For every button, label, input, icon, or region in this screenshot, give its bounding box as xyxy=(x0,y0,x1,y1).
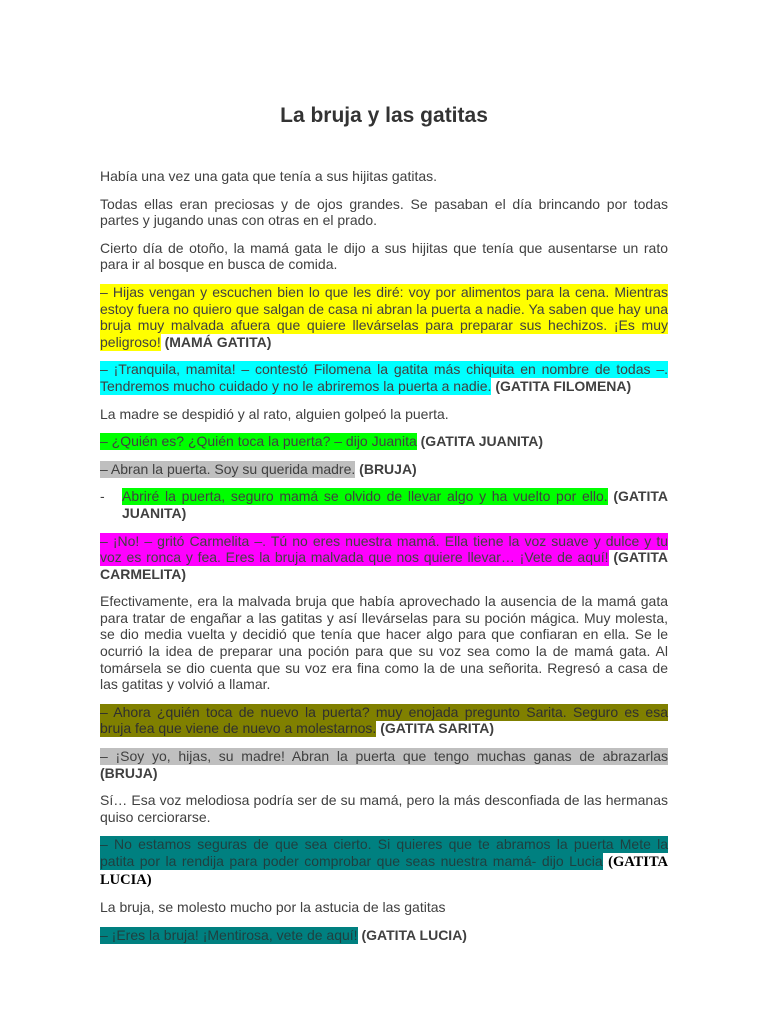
highlighted-text: – ¡Tranquila, mamita! – contestó Filomena la gatita más chiquita en nombre de todas –. Tendremos mucho cuidado y no le abriremos la puerta a nadie. xyxy=(100,361,668,394)
speaker-tag: (GATITA JUANITA) xyxy=(122,488,668,521)
speaker-tag: (GATITA FILOMENA) xyxy=(495,377,632,394)
dialogue-filomena xyxy=(100,361,668,394)
list-bullet: - xyxy=(100,488,105,505)
highlighted-text: – ¡No! – gritó Carmelita –. Tú no eres nuestra mamá. Ella tiene la voz suave y dulce y tu voz es ronca y fea. Eres la bruja malvada que nos quiere llevar… ¡Vete de aquí! xyxy=(100,532,668,566)
paragraph-5: Efectivamente, era la malvada bruja que había aprovechado la ausencia de la mamá gata para tratar de engañar a las gatitas y así llevárselas para su poción mágica. Muy molesta, se dio media vuelta y decidió que tenía que hacer algo para que confiaran en ella. Se le ocurrió la idea de preparar una poción para que su voz sea como la de mamá gata. Al tomársela se dio cuenta que su voz era fina como la de una señorita. Regresó a casa de las gatitas y volvió a llamar. xyxy=(100,593,668,693)
dialogue-carmelita xyxy=(100,533,668,583)
speaker-tag: (BRUJA) xyxy=(100,764,158,781)
speaker-tag: (GATITA LUCIA) xyxy=(100,854,669,888)
document-title: La bruja y las gatitas xyxy=(280,104,488,127)
paragraph-2: Todas ellas eran preciosas y de ojos grandes. Se pasaban el día brincando por todas partes y jugando unas con otras en el prado. xyxy=(100,195,668,229)
paragraph-3: Cierto día de otoño, la mamá gata le dijo a sus hijitas que tenía que ausentarse un rato para ir al bosque en busca de comida. xyxy=(100,239,668,273)
dialogue-lucia-1 xyxy=(100,836,668,888)
speaker-tag: (GATITA LUCIA) xyxy=(361,926,467,943)
paragraph-7: La bruja, se molesto mucho por la astucia de las gatitas xyxy=(100,899,446,916)
paragraph-1: Había una vez una gata que tenía a sus hijitas gatitas. xyxy=(100,168,438,184)
dialogue-bruja-1 xyxy=(100,461,668,478)
highlighted-text: – ¿Quién es? ¿Quién toca la puerta? – dijo Juanita xyxy=(100,433,417,450)
dialogue-sarita xyxy=(100,704,668,737)
highlighted-text: – ¡Eres la bruja! ¡Mentirosa, vete de aquí! xyxy=(100,926,358,943)
highlighted-text: – Hijas vengan y escuchen bien lo que les diré: voy por alimentos para la cena. Mientras estoy fuera no quiero que salgan de casa ni abran la puerta a nadie. Ya saben que hay una bruja muy malvada afuera que quiere llevárselas para preparar sus hechizos. ¡Es muy peligroso! xyxy=(100,283,668,350)
paragraph-6: Sí… Esa voz melodiosa podría ser de su mamá, pero la más desconfiada de las hermanas quiso cerciorarse. xyxy=(100,792,668,825)
highlighted-text: – Ahora ¿quién toca de nuevo la puerta? muy enojada pregunto Sarita. Seguro es esa bruja fea que viene de nuevo a molestarnos. xyxy=(100,703,668,737)
dialogue-lucia-2 xyxy=(100,927,668,944)
speaker-tag: (BRUJA) xyxy=(359,460,417,477)
highlighted-text: Abriré la puerta, seguro mamá se olvido de llevar algo y ha vuelto por ello. xyxy=(122,488,608,505)
speaker-tag: (GATITA CARMELITA) xyxy=(100,549,668,582)
document-body xyxy=(100,168,668,954)
speaker-tag: (GATITA SARITA) xyxy=(380,720,494,737)
speaker-tag: (MAMÁ GATITA) xyxy=(164,333,272,350)
dialogue-mama-gatita xyxy=(100,284,668,350)
dialogue-bruja-2 xyxy=(100,748,668,781)
highlighted-text: – ¡Soy yo, hijas, su madre! Abran la puerta que tengo muchas ganas de abrazarlas xyxy=(100,748,668,765)
dialogue-juanita-1 xyxy=(100,433,668,450)
speaker-tag: (GATITA JUANITA) xyxy=(420,433,543,450)
paragraph-4: La madre se despidió y al rato, alguien golpeó la puerta. xyxy=(100,405,449,422)
dialogue-juanita-2 xyxy=(100,488,668,521)
highlighted-text: – No estamos seguras de que sea cierto. Si quieres que te abramos la puerta Mete la patita por la rendija para poder comprobar que seas nuestra mamá- dijo Lucia xyxy=(100,836,668,869)
highlighted-text: – Abran la puerta. Soy su querida madre. xyxy=(100,460,356,477)
